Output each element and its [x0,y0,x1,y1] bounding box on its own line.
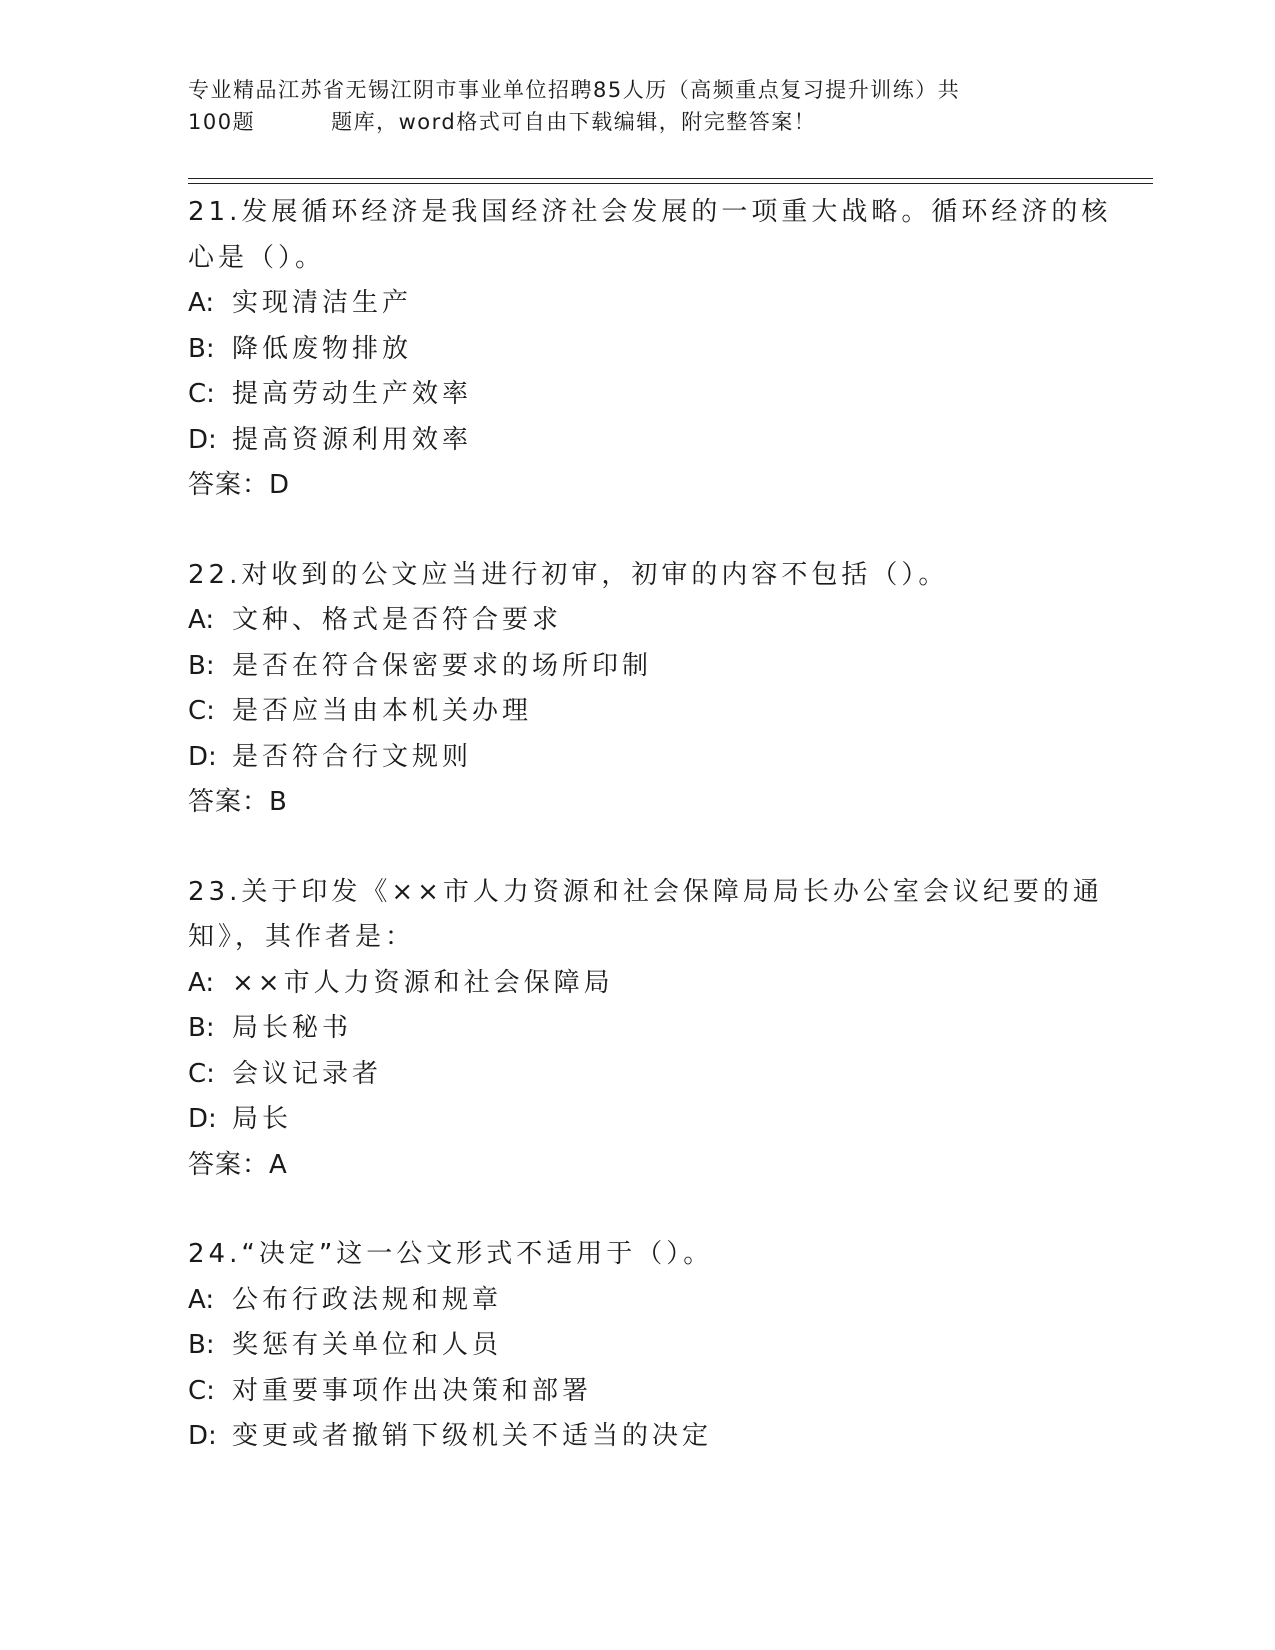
option-b [188,644,1088,690]
option-text: 局长 [232,1104,293,1134]
option-text: ××市人力资源和社会保障局 [232,967,614,998]
option-a [188,1278,1088,1324]
option-text: 实现清洁生产 [232,288,413,318]
option-letter: D: [188,424,217,455]
option-text: 降低废物排放 [232,333,413,364]
header-divider-bottom [188,183,1153,184]
option-d [188,1097,1088,1143]
option-letter: D: [188,1104,217,1134]
option-b [188,327,1088,373]
option-text: 对重要事项作出决策和部署 [232,1375,593,1406]
option-letter: A: [188,288,215,318]
question-21 [188,190,1112,509]
header-question-count: 100题 [188,110,256,134]
option-text: 会议记录者 [232,1058,383,1089]
option-letter: C: [188,379,215,409]
answer-label: 答案：D [188,470,291,500]
header-title-line-1: 专业精品江苏省无锡江阴市事业单位招聘85人历（高频重点复习提升训练）共 [188,78,961,102]
option-a [188,961,1088,1007]
option-c [188,1369,1088,1415]
option-letter: C: [188,1058,215,1089]
option-c [188,372,1088,418]
question-text: 心是（）。 [188,242,326,273]
option-letter: B: [188,650,215,681]
question-22 [188,553,1088,826]
header-subtitle: 题库，word格式可自由下载编辑，附完整答案！ [331,110,817,134]
option-a [188,598,1088,644]
question-text: 21.发展循环经济是我国经济社会发展的一项重大战略。循环经济的核 [188,197,1112,227]
option-text: 是否应当由本机关办理 [232,696,533,726]
option-text: 局长秘书 [232,1013,353,1043]
question-text: 24.“决定”这一公文形式不适用于（）。 [188,1239,714,1269]
question-23 [188,870,1103,1189]
option-text: 提高资源利用效率 [232,424,473,455]
option-letter: D: [188,1421,217,1451]
header-title-line-2 [188,106,1068,138]
question-text: 知》，其作者是： [188,922,416,952]
option-letter: A: [188,605,215,635]
option-d [188,418,1088,464]
option-letter: A: [188,1284,215,1315]
option-text: 变更或者撤销下级机关不适当的决定 [232,1421,713,1451]
option-letter: B: [188,333,215,364]
option-text: 是否符合行文规则 [232,741,473,772]
option-c [188,1052,1088,1098]
answer-label: 答案：A [188,1149,288,1180]
option-letter: C: [188,1375,215,1406]
question-text: 22.对收到的公文应当进行初审，初审的内容不包括（）。 [188,559,949,590]
document-header [188,74,1068,138]
option-d [188,735,1088,781]
answer-label: 答案：B [188,787,288,817]
option-letter: B: [188,1330,215,1360]
option-text: 提高劳动生产效率 [232,379,473,409]
option-a [188,281,1088,327]
option-text: 文种、格式是否符合要求 [232,605,563,635]
question-text: 23.关于印发《××市人力资源和社会保障局局长办公室会议纪要的通 [188,876,1103,907]
option-b [188,1006,1088,1052]
header-divider-top [188,178,1153,179]
option-text: 是否在符合保密要求的场所印制 [232,650,653,681]
option-letter: C: [188,696,215,726]
option-letter: D: [188,741,217,772]
option-text: 奖惩有关单位和人员 [232,1330,503,1360]
question-24 [188,1232,1088,1460]
option-text: 公布行政法规和规章 [232,1284,503,1315]
question-list [188,190,1112,1504]
option-b [188,1323,1088,1369]
option-d [188,1414,1088,1460]
option-letter: A: [188,967,215,998]
option-letter: B: [188,1013,215,1043]
option-c [188,689,1088,735]
